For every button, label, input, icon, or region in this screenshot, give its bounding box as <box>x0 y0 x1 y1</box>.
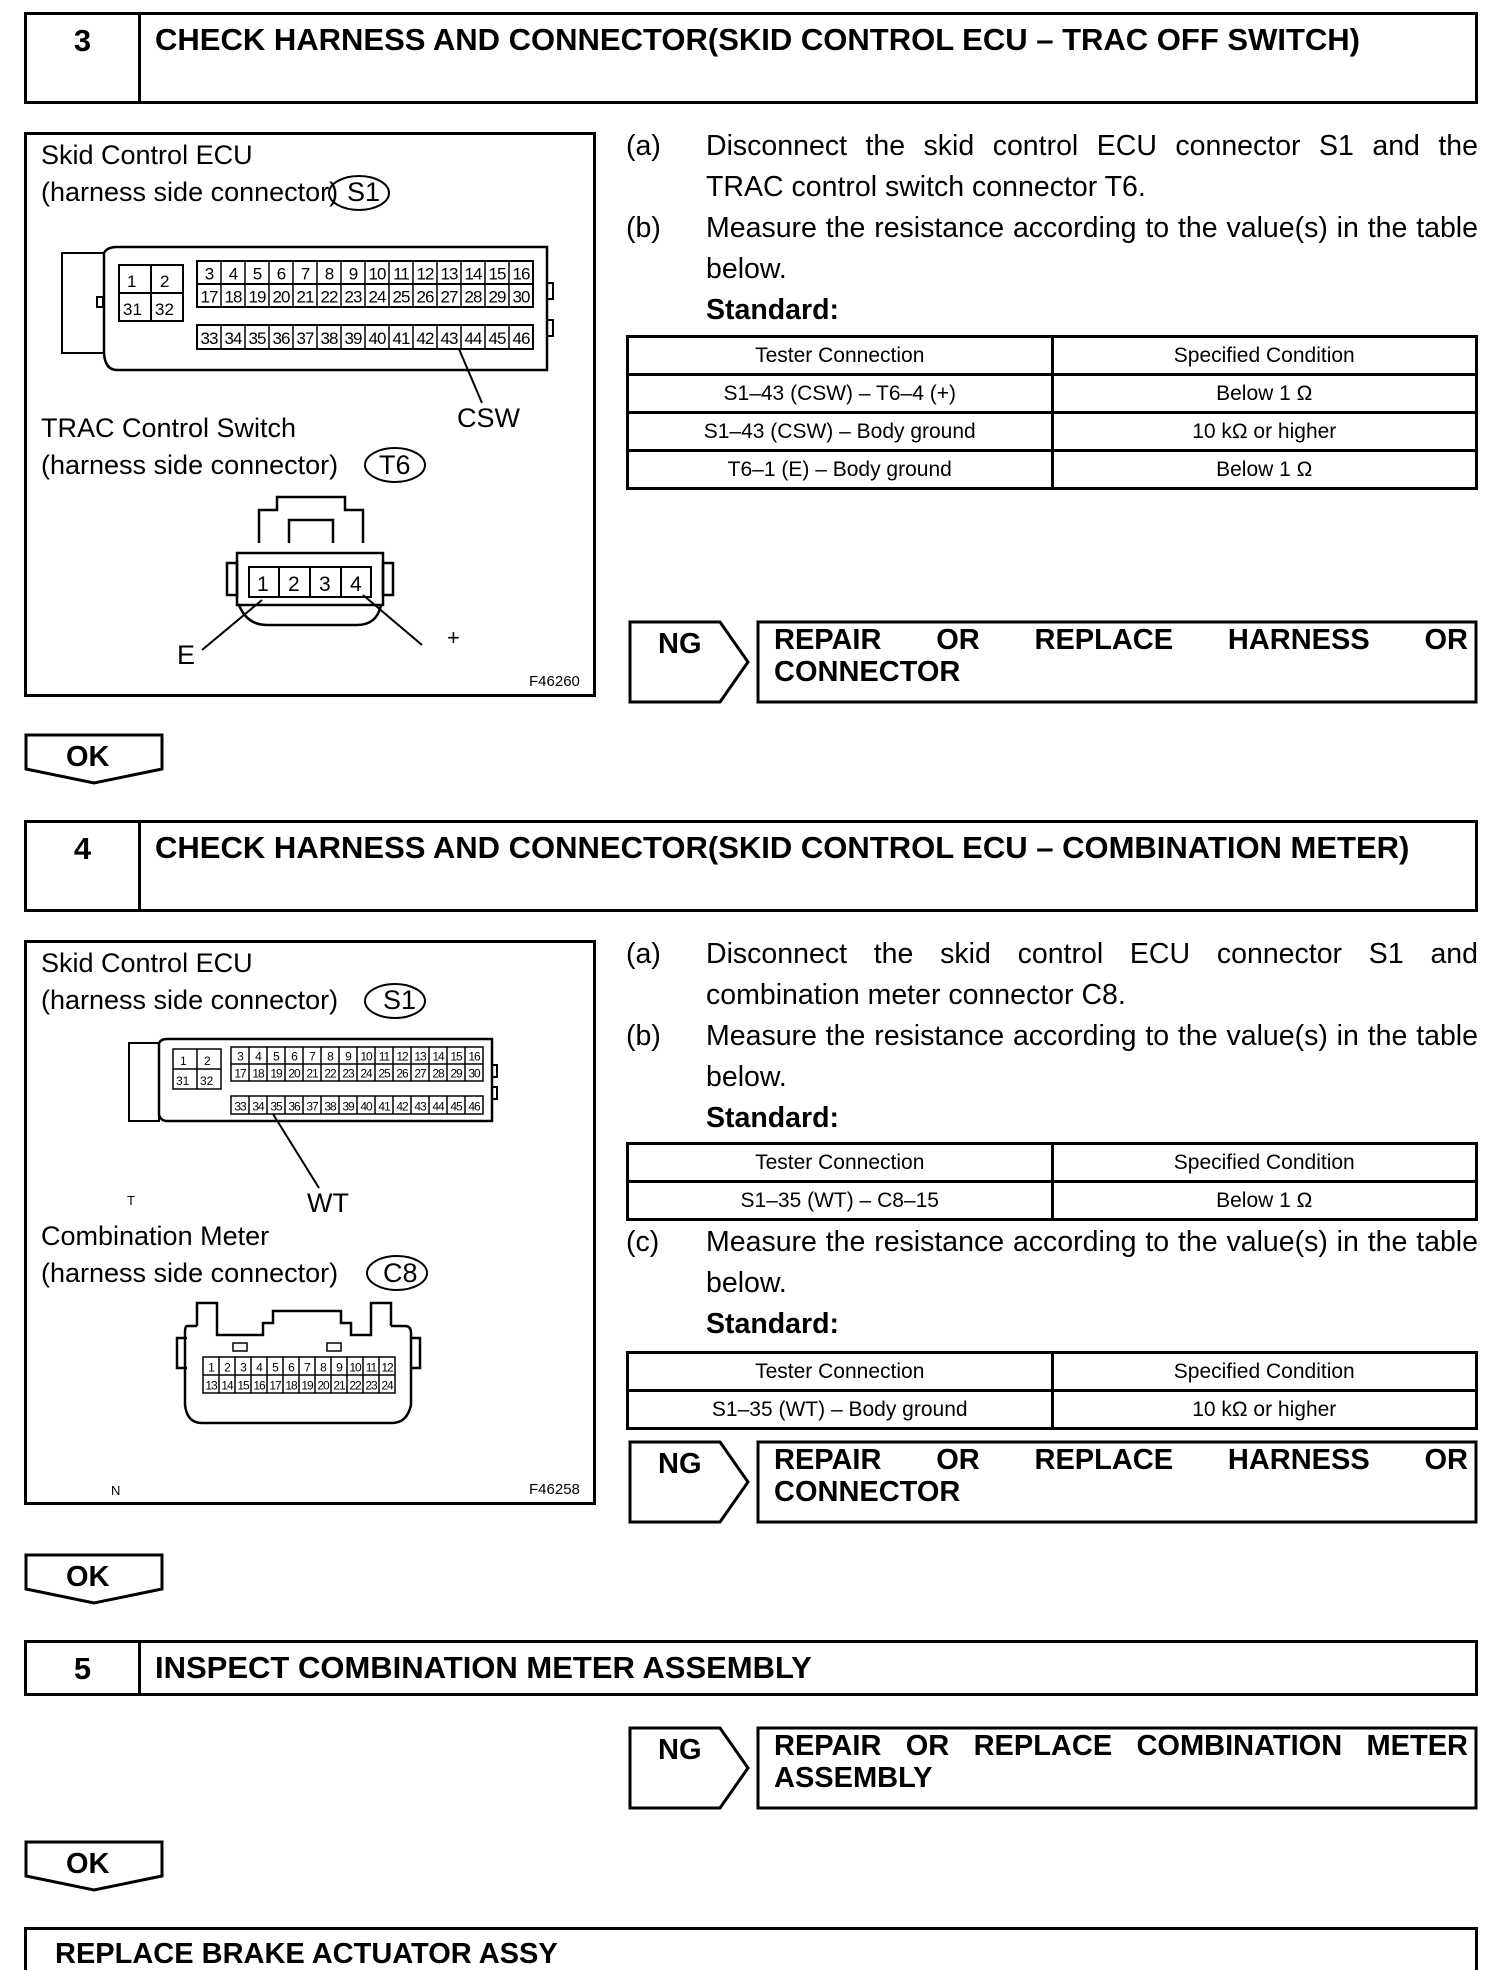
step3-ok-marker <box>24 733 164 785</box>
table-header-cell: Specified Condition <box>1052 1144 1477 1182</box>
pin-number: 23 <box>344 287 362 307</box>
pin-number: 22 <box>349 1378 361 1393</box>
pin-number: 10 <box>349 1360 361 1375</box>
pin-number: 14 <box>464 264 482 284</box>
pin-number: 17 <box>234 1066 246 1081</box>
table-cell: 10 kΩ or higher <box>1052 1391 1477 1429</box>
pin-number: 8 <box>324 264 334 284</box>
pin-number: 3 <box>204 264 214 284</box>
t6-pin-1: 1 <box>257 573 269 596</box>
pin-number: 44 <box>464 329 482 349</box>
s1-t6-connector-drawing <box>27 135 593 695</box>
svg-text:1: 1 <box>127 272 137 291</box>
t6-pin-2: 2 <box>288 573 300 596</box>
pin-number: 16 <box>468 1049 480 1064</box>
step4-instr-a <box>626 934 1478 1016</box>
pin-number: 37 <box>306 1099 318 1114</box>
ng-action-line: ASSEMBLY <box>774 1762 933 1794</box>
step4-ng-label: NG <box>658 1448 702 1480</box>
pin-number: 29 <box>488 287 506 307</box>
pin-number: 5 <box>252 264 262 284</box>
ecu-sub-label: (harness side connector) <box>41 985 339 1015</box>
step5-header <box>24 1640 1478 1696</box>
pin-number: 7 <box>309 1049 315 1064</box>
step3-ng-action <box>774 624 1468 688</box>
pin-number: 22 <box>324 1066 336 1081</box>
step4-illustration <box>24 940 596 1505</box>
pin-number: 17 <box>200 287 218 307</box>
pin-number: 25 <box>392 287 410 307</box>
pin-number: 2 <box>224 1360 230 1375</box>
switch-connector-code: T6 <box>379 450 411 480</box>
pin-e-label: E <box>177 640 196 670</box>
table-cell: Below 1 Ω <box>1052 1182 1477 1220</box>
step3-instr-a-label: (a) <box>626 130 661 162</box>
pin-number: 41 <box>378 1099 390 1114</box>
step3-instr-b <box>626 208 1478 290</box>
switch-sub-label: (harness side connector) <box>41 450 339 480</box>
pin-number: 11 <box>378 1049 390 1064</box>
pin-number: 3 <box>240 1360 246 1375</box>
step4-title: CHECK HARNESS AND CONNECTOR(SKID CONTROL ECU – COMBINATION METER) <box>155 830 1410 865</box>
pin-number: 15 <box>450 1049 462 1064</box>
table-cell: T6–1 (E) – Body ground <box>628 451 1053 489</box>
pin-number: 13 <box>205 1378 217 1393</box>
ecu-label: Skid Control ECU <box>41 948 253 978</box>
pin-number: 19 <box>301 1378 313 1393</box>
step4-instr-b-text: Measure the resistance according to the value(s) in the table below. <box>706 1020 1478 1093</box>
step5-ok-label: OK <box>66 1848 110 1880</box>
step3-illustration <box>24 132 596 697</box>
pin-number: 46 <box>468 1099 480 1114</box>
pin-number: 33 <box>234 1099 246 1114</box>
pin-number: 9 <box>336 1360 342 1375</box>
pin-number: 40 <box>360 1099 372 1114</box>
table-row <box>628 1182 1477 1220</box>
pin-number: 34 <box>252 1099 264 1114</box>
pin-number: 11 <box>393 264 409 284</box>
pin-number: 29 <box>450 1066 462 1081</box>
step4-ok-label: OK <box>66 1561 110 1593</box>
step3-standard-label: Standard: <box>706 294 840 326</box>
pin-number: 6 <box>276 264 286 284</box>
step4-spec-table-c <box>626 1351 1478 1430</box>
pin-number: 1 <box>208 1360 214 1375</box>
table-header-cell: Tester Connection <box>628 1353 1053 1391</box>
pin-number: 34 <box>224 329 242 349</box>
step3-instr-b-label: (b) <box>626 212 661 244</box>
table-cell: S1–35 (WT) – C8–15 <box>628 1182 1053 1220</box>
switch-label: TRAC Control Switch <box>41 413 297 443</box>
pin-number: 28 <box>432 1066 444 1081</box>
table-cell: S1–43 (CSW) – Body ground <box>628 413 1053 451</box>
step3-instr-b-text: Measure the resistance according to the value(s) in the table below. <box>706 212 1478 285</box>
pin-plus-label: + <box>447 625 460 650</box>
pin-number: 21 <box>333 1378 345 1393</box>
step3-ok-label: OK <box>66 741 110 773</box>
svg-text:2: 2 <box>160 272 170 291</box>
pin-number: 24 <box>381 1378 393 1393</box>
pin-number: 36 <box>288 1099 300 1114</box>
svg-text:32: 32 <box>200 1074 214 1088</box>
pin-number: 38 <box>324 1099 336 1114</box>
pin-number: 12 <box>416 264 434 284</box>
pin-number: 26 <box>396 1066 408 1081</box>
pin-number: 18 <box>285 1378 297 1393</box>
pin-number: 33 <box>200 329 218 349</box>
table-header-row <box>628 1353 1477 1391</box>
pin-number: 13 <box>440 264 458 284</box>
meter-connector-code: C8 <box>383 1258 418 1288</box>
table-cell: S1–43 (CSW) – T6–4 (+) <box>628 375 1053 413</box>
pin-number: 16 <box>253 1378 265 1393</box>
pin-number: 24 <box>368 287 386 307</box>
step4-spec-table-b <box>626 1142 1478 1221</box>
pin-number: 18 <box>224 287 242 307</box>
svg-text:1: 1 <box>180 1054 187 1068</box>
pin-number: 41 <box>392 329 410 349</box>
step3-ng-box <box>628 620 1478 705</box>
pin-number: 9 <box>345 1049 351 1064</box>
pin-number: 3 <box>237 1049 243 1064</box>
step5-title: INSPECT COMBINATION METER ASSEMBLY <box>155 1650 812 1685</box>
step5-number: 5 <box>27 1643 141 1693</box>
table-header-cell: Tester Connection <box>628 337 1053 375</box>
step4-instructions-ab <box>626 934 1478 1139</box>
ecu-label: Skid Control ECU <box>41 140 253 170</box>
csw-label: CSW <box>457 403 520 433</box>
step3-ng-label: NG <box>658 628 702 660</box>
pin-number: 23 <box>342 1066 354 1081</box>
table-cell: S1–35 (WT) – Body ground <box>628 1391 1053 1429</box>
step3-number: 3 <box>27 15 141 101</box>
pin-number: 42 <box>416 329 434 349</box>
pin-number: 44 <box>432 1099 444 1114</box>
pin-number: 26 <box>416 287 434 307</box>
pin-number: 12 <box>381 1360 393 1375</box>
n-mark: N <box>111 1483 121 1498</box>
step4-instructions-c <box>626 1222 1478 1345</box>
step4-instr-c <box>626 1222 1478 1304</box>
pin-number: 6 <box>291 1049 297 1064</box>
pin-number: 43 <box>414 1099 426 1114</box>
figure-id: F46258 <box>529 1481 580 1498</box>
pin-number: 45 <box>450 1099 462 1114</box>
step4-instr-b-label: (b) <box>626 1020 661 1052</box>
final-action-box: REPLACE BRAKE ACTUATOR ASSY <box>24 1927 1478 1970</box>
pin-number: 4 <box>255 1049 261 1064</box>
pin-number: 30 <box>512 287 530 307</box>
step4-ng-box <box>628 1440 1478 1525</box>
pin-number: 27 <box>414 1066 426 1081</box>
pin-number: 7 <box>300 264 310 284</box>
step5-ng-label: NG <box>658 1734 702 1766</box>
step3-spec-table <box>626 335 1478 490</box>
step3-instructions <box>626 126 1478 331</box>
pin-number: 20 <box>272 287 290 307</box>
pin-number: 15 <box>237 1378 249 1393</box>
pin-number: 12 <box>396 1049 408 1064</box>
pin-number: 10 <box>368 264 386 284</box>
svg-text:31: 31 <box>123 300 142 319</box>
pin-number: 7 <box>304 1360 310 1375</box>
table-cell: Below 1 Ω <box>1052 451 1477 489</box>
table-row <box>628 1391 1477 1429</box>
pin-number: 6 <box>288 1360 294 1375</box>
pin-number: 38 <box>320 329 338 349</box>
pin-number: 13 <box>414 1049 426 1064</box>
step3-instr-a-text: Disconnect the skid control ECU connector S1 and the TRAC control switch connector T6. <box>706 130 1478 203</box>
pin-number: 20 <box>317 1378 329 1393</box>
table-row <box>628 375 1477 413</box>
pin-number: 11 <box>365 1360 377 1375</box>
step5-ng-action <box>774 1730 1468 1794</box>
pin-number: 42 <box>396 1099 408 1114</box>
pin-number: 14 <box>432 1049 444 1064</box>
wt-label: WT <box>307 1188 349 1218</box>
pin-number: 43 <box>440 329 458 349</box>
pin-number: 21 <box>296 287 314 307</box>
step4-standard-c-label: Standard: <box>706 1308 840 1340</box>
step4-instr-c-label: (c) <box>626 1226 660 1258</box>
pin-number: 9 <box>348 264 358 284</box>
pin-number: 22 <box>320 287 338 307</box>
pin-number: 39 <box>342 1099 354 1114</box>
step4-number: 4 <box>27 823 141 909</box>
pin-number: 23 <box>365 1378 377 1393</box>
pin-number: 17 <box>269 1378 281 1393</box>
t6-pin-3: 3 <box>319 573 331 596</box>
table-cell: Below 1 Ω <box>1052 375 1477 413</box>
step4-instr-a-label: (a) <box>626 938 661 970</box>
step3-instr-a <box>626 126 1478 208</box>
pin-number: 20 <box>288 1066 300 1081</box>
pin-number: 35 <box>270 1099 282 1114</box>
s1-c8-connector-drawing <box>27 943 593 1503</box>
pin-number: 27 <box>440 287 458 307</box>
pin-number: 8 <box>320 1360 326 1375</box>
table-header-cell: Specified Condition <box>1052 1353 1477 1391</box>
step4-instr-b <box>626 1016 1478 1098</box>
pin-number: 5 <box>272 1360 278 1375</box>
step3-header <box>24 12 1478 104</box>
table-header-row <box>628 337 1477 375</box>
ng-action-line: REPAIR OR REPLACE HARNESS OR <box>774 624 1468 656</box>
pin-number: 4 <box>228 264 238 284</box>
ng-action-line: REPAIR OR REPLACE HARNESS OR <box>774 1444 1468 1476</box>
step4-ng-action <box>774 1444 1468 1508</box>
pin-number: 14 <box>221 1378 233 1393</box>
pin-number: 37 <box>296 329 314 349</box>
pin-number: 19 <box>248 287 266 307</box>
table-row <box>628 413 1477 451</box>
pin-number: 15 <box>488 264 506 284</box>
meter-sub-label: (harness side connector) <box>41 1258 339 1288</box>
svg-text:32: 32 <box>155 300 174 319</box>
figure-id: F46260 <box>529 673 580 690</box>
step5-ng-box <box>628 1726 1478 1811</box>
table-header-cell: Tester Connection <box>628 1144 1053 1182</box>
pin-number: 24 <box>360 1066 372 1081</box>
pin-number: 46 <box>512 329 530 349</box>
pin-number: 28 <box>464 287 482 307</box>
step3-title: CHECK HARNESS AND CONNECTOR(SKID CONTROL ECU – TRAC OFF SWITCH) <box>155 22 1360 57</box>
ecu-sub-label: (harness side connector) <box>41 177 339 207</box>
t-mark: T <box>127 1193 135 1208</box>
t6-pin-4: 4 <box>350 573 362 596</box>
step4-instr-c-text: Measure the resistance according to the value(s) in the table below. <box>706 1226 1478 1299</box>
pin-number: 10 <box>360 1049 372 1064</box>
step5-ok-marker <box>24 1840 164 1892</box>
pin-number: 39 <box>344 329 362 349</box>
pin-number: 4 <box>256 1360 262 1375</box>
table-cell: 10 kΩ or higher <box>1052 413 1477 451</box>
step4-ok-marker <box>24 1553 164 1605</box>
pin-number: 5 <box>273 1049 279 1064</box>
svg-text:2: 2 <box>204 1054 211 1068</box>
table-row <box>628 451 1477 489</box>
pin-number: 40 <box>368 329 386 349</box>
pin-number: 16 <box>512 264 530 284</box>
pin-number: 21 <box>306 1066 318 1081</box>
ng-action-line: CONNECTOR <box>774 1476 961 1508</box>
pin-number: 35 <box>248 329 266 349</box>
step4-header <box>24 820 1478 912</box>
pin-number: 45 <box>488 329 506 349</box>
pin-number: 18 <box>252 1066 264 1081</box>
step4-standard-b-label: Standard: <box>706 1102 840 1134</box>
table-header-row <box>628 1144 1477 1182</box>
meter-label: Combination Meter <box>41 1221 270 1251</box>
step4-instr-a-text: Disconnect the skid control ECU connector S1 and combination meter connector C8. <box>706 938 1478 1011</box>
pin-number: 36 <box>272 329 290 349</box>
pin-number: 30 <box>468 1066 480 1081</box>
ecu-connector-code: S1 <box>383 985 417 1015</box>
ng-action-line: CONNECTOR <box>774 656 961 688</box>
svg-text:31: 31 <box>176 1074 190 1088</box>
ng-action-line: REPAIR OR REPLACE COMBINATION METER <box>774 1730 1468 1762</box>
pin-number: 8 <box>327 1049 333 1064</box>
table-header-cell: Specified Condition <box>1052 337 1477 375</box>
ecu-connector-code: S1 <box>347 177 381 207</box>
pin-number: 25 <box>378 1066 390 1081</box>
pin-number: 19 <box>270 1066 282 1081</box>
